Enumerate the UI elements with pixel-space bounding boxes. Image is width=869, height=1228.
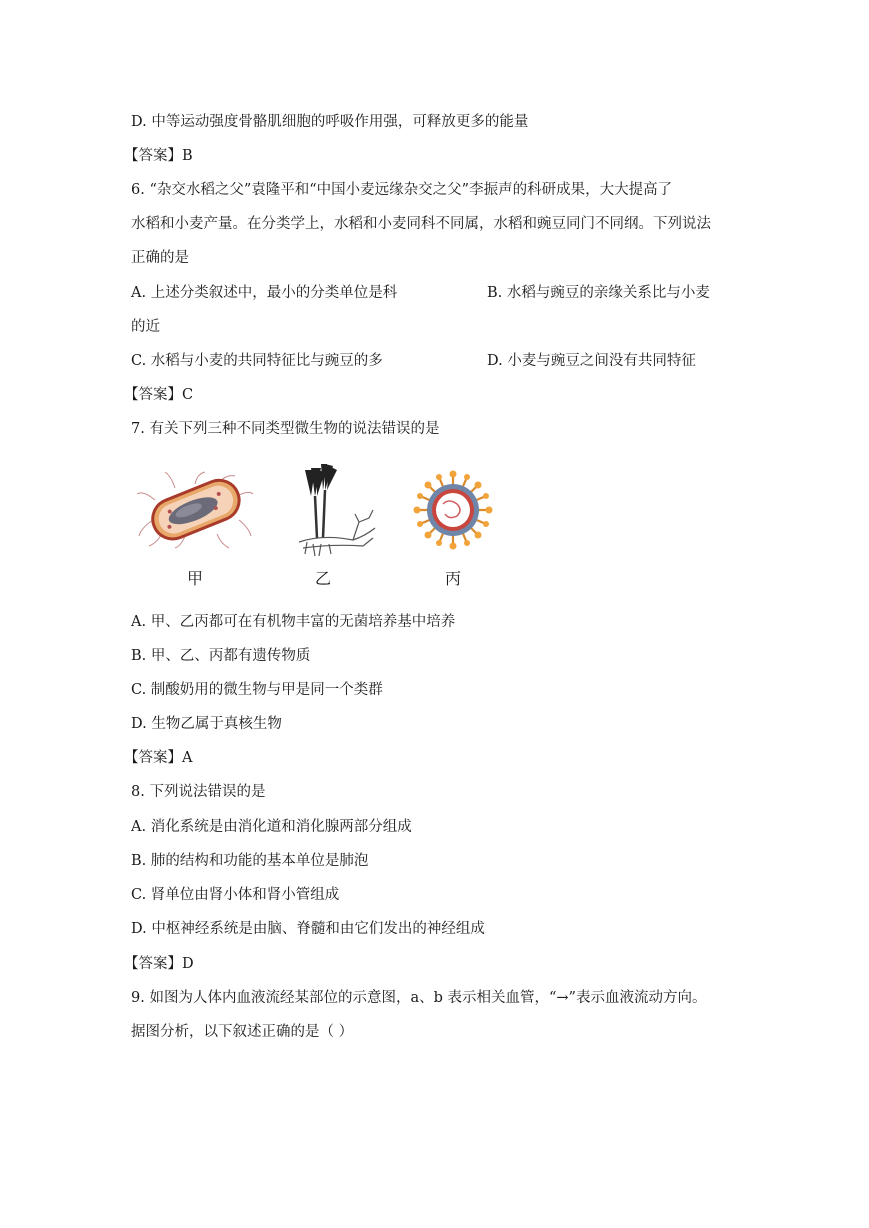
question8-option-b: B. 肺的结构和功能的基本单位是肺泡 bbox=[131, 853, 369, 869]
question7-option-c: C. 制酸奶用的微生物与甲是同一个类群 bbox=[131, 682, 383, 698]
virus-icon bbox=[413, 470, 493, 550]
label-yi: 乙 bbox=[315, 569, 332, 588]
label-jia: 甲 bbox=[187, 569, 204, 588]
answer-5: 【答案】B bbox=[124, 148, 193, 164]
question6-option-b-continued: 的近 bbox=[131, 319, 160, 335]
mold-icon bbox=[293, 462, 383, 562]
question8-stem: 8. 下列说法错误的是 bbox=[131, 784, 266, 800]
question7-option-b: B. 甲、乙、丙都有遗传物质 bbox=[131, 648, 311, 664]
question6-option-a: A. 上述分类叙述中，最小的分类单位是科 bbox=[131, 285, 398, 301]
bacterium-icon bbox=[135, 470, 255, 550]
answer-8: 【答案】D bbox=[124, 956, 194, 972]
question6-stem-line1: 6. “杂交水稻之父”袁隆平和“中国小麦远缘杂交之父”李振声的科研成果，大大提高了 bbox=[131, 182, 673, 198]
question9-stem-line2: 据图分析，以下叙述正确的是（ ） bbox=[131, 1024, 354, 1040]
question9-stem-line1: 9. 如图为人体内血液流经某部位的示意图，a、b 表示相关血管，“→”表示血液流动方向。 bbox=[131, 990, 707, 1006]
question6-option-d: D. 小麦与豌豆之间没有共同特征 bbox=[487, 353, 696, 369]
question8-option-d: D. 中枢神经系统是由脑、脊髓和由它们发出的神经组成 bbox=[131, 921, 485, 937]
question6-option-b: B. 水稻与豌豆的亲缘关系比与小麦 bbox=[487, 285, 710, 301]
question5-option-d: D. 中等运动强度骨骼肌细胞的呼吸作用强，可释放更多的能量 bbox=[131, 114, 529, 130]
answer-7: 【答案】A bbox=[124, 750, 193, 766]
question7-option-d: D. 生物乙属于真核生物 bbox=[131, 716, 282, 732]
microorganism-figure bbox=[131, 462, 511, 592]
answer-6: 【答案】C bbox=[124, 387, 194, 403]
question6-stem-line3: 正确的是 bbox=[131, 250, 189, 266]
question8-option-c: C. 肾单位由肾小体和肾小管组成 bbox=[131, 887, 340, 903]
question7-stem: 7. 有关下列三种不同类型微生物的说法错误的是 bbox=[131, 421, 440, 437]
question8-option-a: A. 消化系统是由消化道和消化腺两部分组成 bbox=[131, 819, 412, 835]
question7-option-a: A. 甲、乙丙都可在有机物丰富的无菌培养基中培养 bbox=[131, 614, 456, 630]
question6-stem-line2: 水稻和小麦产量。在分类学上，水稻和小麦同科不同属，水稻和豌豆同门不同纲。下列说法 bbox=[131, 216, 711, 232]
label-bing: 丙 bbox=[445, 569, 462, 588]
question6-option-c: C. 水稻与小麦的共同特征比与豌豆的多 bbox=[131, 353, 383, 369]
